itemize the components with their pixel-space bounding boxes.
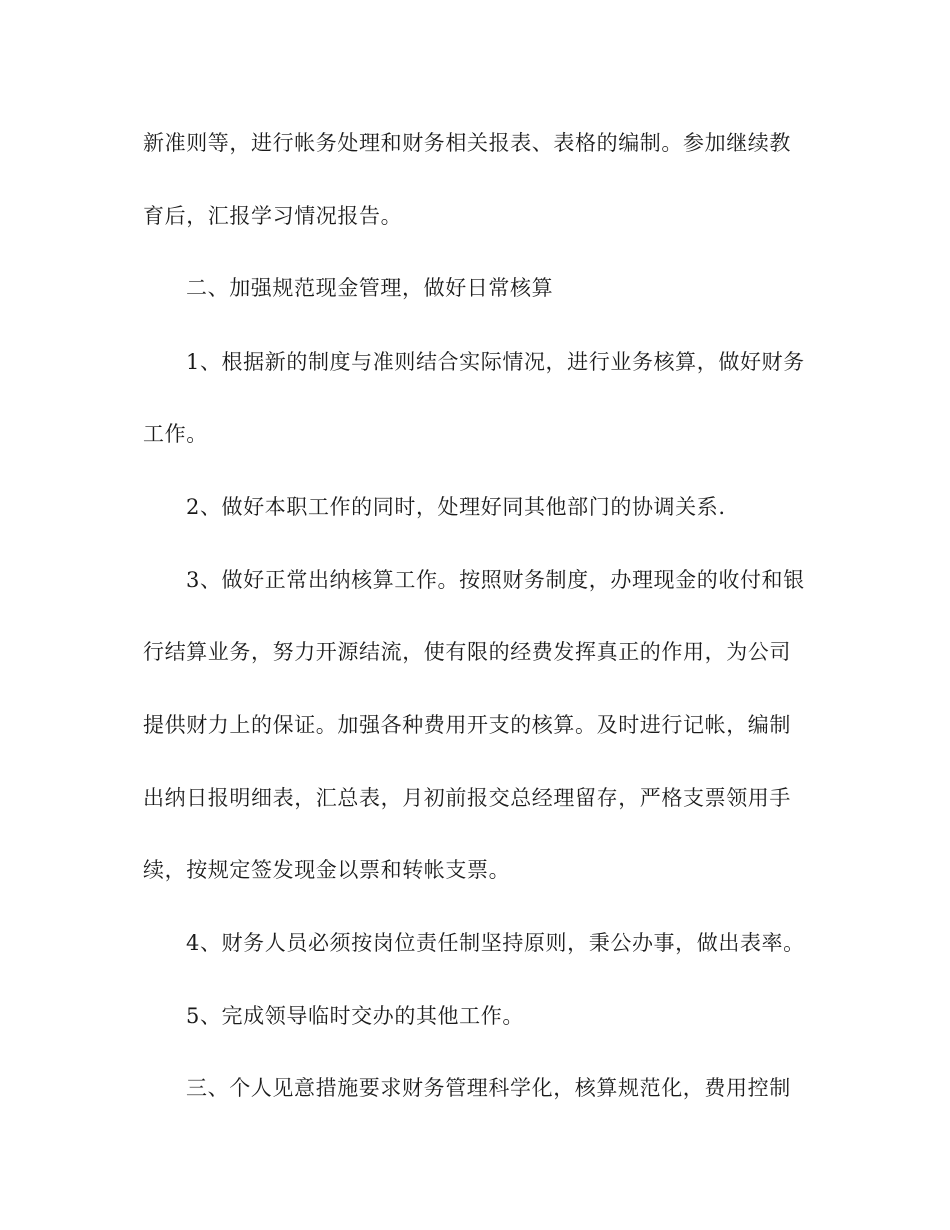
text-line: 提供财力上的保证。加强各种费用开支的核算。及时进行记帐，编制 [143,713,791,737]
text-line: 工作。 [143,422,208,446]
text-line: 育后，汇报学习情况报告。 [143,204,403,228]
section-heading: 三、个人见意措施要求财务管理科学化，核算规范化，费用控制 [186,1076,791,1100]
list-item: 5、完成领导临时交办的其他工作。 [186,1004,524,1028]
section-heading: 二、加强规范现金管理，做好日常核算 [186,276,554,300]
text-line: 出纳日报明细表，汇总表，月初前报交总经理留存，严格支票领用手 [143,786,791,810]
text-line: 新准则等，进行帐务处理和财务相关报表、表格的编制。参加继续教 [143,131,791,155]
list-item: 1、根据新的制度与准则结合实际情况，进行业务核算，做好财务 [186,350,805,374]
text-line: 续，按规定签发现金以票和转帐支票。 [143,858,511,882]
list-item: 4、财务人员必须按岗位责任制坚持原则，秉公办事，做出表率。 [186,931,805,955]
text-line: 行结算业务，努力开源结流，使有限的经费发挥真正的作用，为公司 [143,640,791,664]
list-item: 2、做好本职工作的同时，处理好同其他部门的协调关系. [186,495,726,519]
list-item: 3、做好正常出纳核算工作。按照财务制度，办理现金的收付和银 [186,568,805,592]
